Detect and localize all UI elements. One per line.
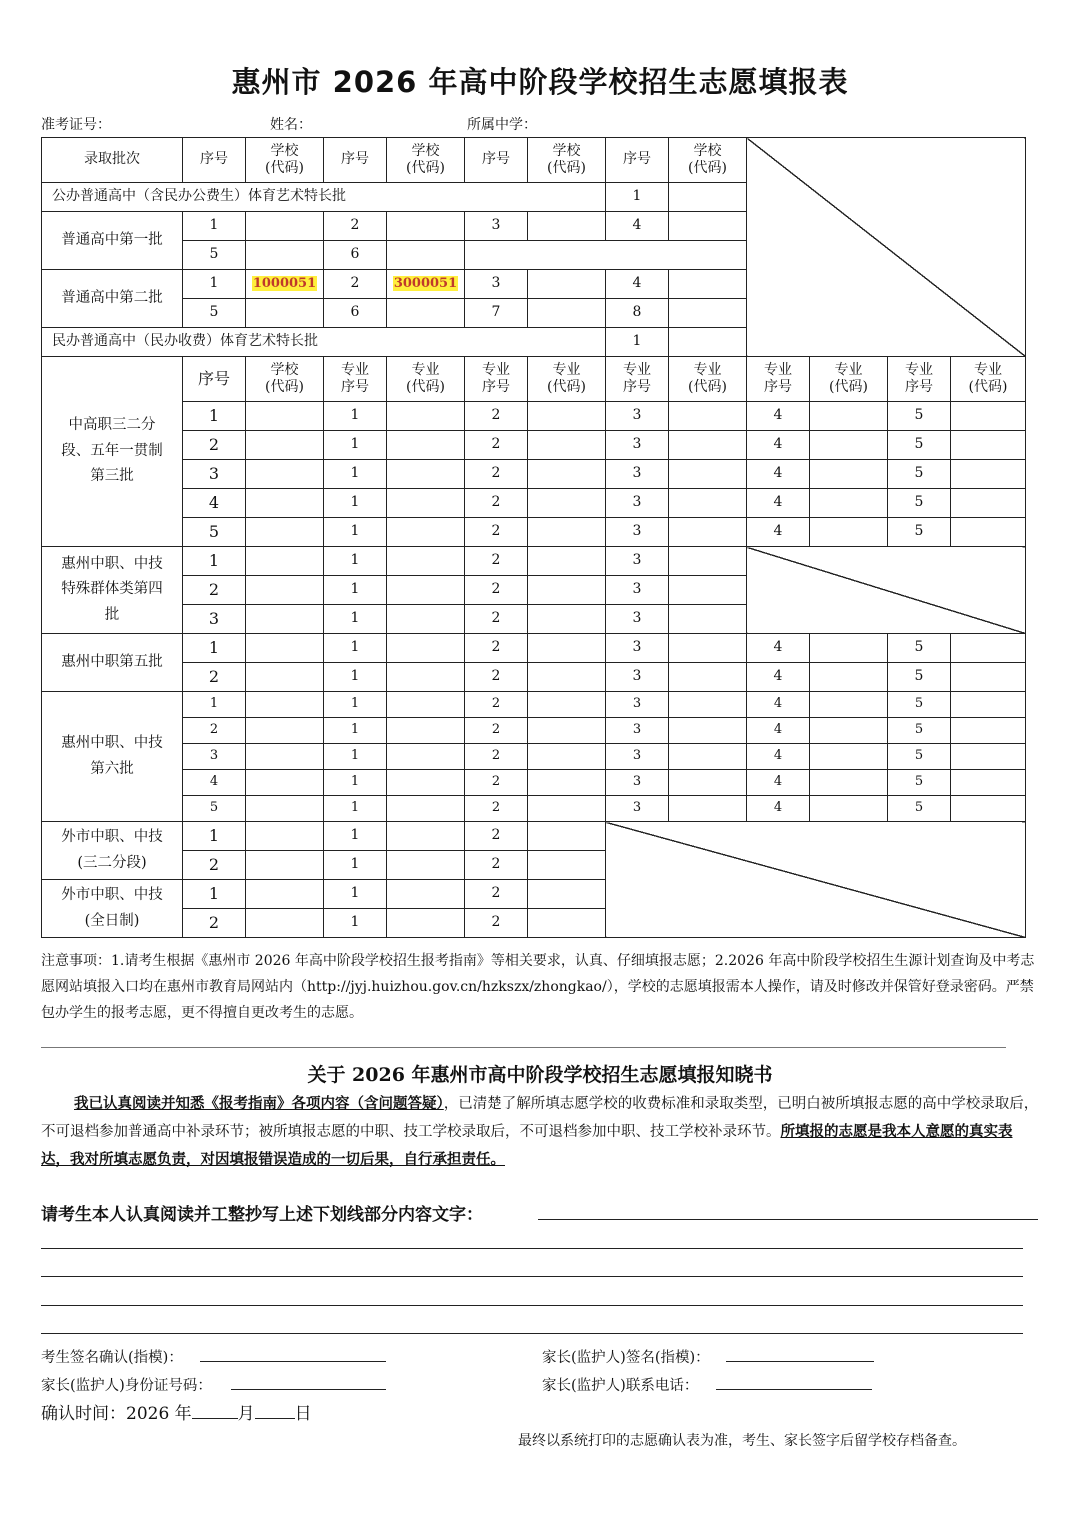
seq-cell: 2 bbox=[183, 431, 246, 460]
seq-cell: 1 bbox=[324, 605, 387, 634]
confirm-date bbox=[41, 1399, 312, 1424]
copy-line[interactable] bbox=[41, 1276, 1023, 1277]
blank-input-cell[interactable] bbox=[528, 851, 606, 880]
school-code-header: 学校 (代码) bbox=[246, 357, 324, 402]
blank-input-cell[interactable] bbox=[669, 744, 747, 770]
seq-cell: 1 bbox=[324, 744, 387, 770]
seq-cell: 1 bbox=[324, 547, 387, 576]
seq-cell: 1 bbox=[324, 796, 387, 822]
code-input[interactable] bbox=[669, 299, 747, 328]
blank-diagonal-cell bbox=[747, 138, 1026, 357]
seq-cell: 4 bbox=[747, 634, 810, 663]
seq-cell bbox=[246, 270, 324, 299]
blank-input-cell[interactable] bbox=[528, 460, 606, 489]
school-code-header: 学校 (代码) bbox=[528, 138, 606, 183]
blank-input-cell[interactable] bbox=[528, 692, 606, 718]
code-input[interactable] bbox=[669, 328, 747, 357]
seq-cell: 1 bbox=[324, 822, 387, 851]
seq-cell: 2 bbox=[465, 663, 528, 692]
blank-input-cell[interactable] bbox=[810, 744, 888, 770]
blank-input-cell[interactable] bbox=[951, 460, 1026, 489]
blank-input-cell[interactable] bbox=[246, 431, 324, 460]
seq-cell: 2 bbox=[183, 576, 246, 605]
batch-first: 普通高中第一批 bbox=[42, 212, 183, 270]
blank-input-cell[interactable] bbox=[246, 851, 324, 880]
seq-cell: 2 bbox=[465, 822, 528, 851]
blank-input-cell[interactable] bbox=[246, 880, 324, 909]
blank-input-cell[interactable] bbox=[669, 460, 747, 489]
blank-input-cell[interactable] bbox=[528, 605, 606, 634]
blank-input-cell[interactable] bbox=[246, 518, 324, 547]
batch-private-art: 民办普通高中（民办收费）体育艺术特长批 bbox=[42, 328, 606, 357]
seq-cell: 1 bbox=[324, 909, 387, 938]
blank-input-cell[interactable] bbox=[246, 547, 324, 576]
blank-input-cell[interactable] bbox=[528, 431, 606, 460]
seq-cell: 1 bbox=[324, 489, 387, 518]
student-signature-label: 考生签名确认(指模)： bbox=[41, 1350, 183, 1366]
blank-input-cell[interactable] bbox=[246, 744, 324, 770]
seq-cell: 3 bbox=[183, 744, 246, 770]
blank-input-cell[interactable] bbox=[528, 518, 606, 547]
seq-cell: 3 bbox=[606, 518, 669, 547]
seq-cell: 3 bbox=[606, 718, 669, 744]
seq-cell: 5 bbox=[888, 692, 951, 718]
blank-input-cell[interactable] bbox=[387, 431, 465, 460]
parent-id-line[interactable] bbox=[231, 1389, 386, 1390]
day-label: 日 bbox=[294, 1404, 312, 1424]
blank-input-cell[interactable] bbox=[387, 718, 465, 744]
seq-cell: 4 bbox=[183, 770, 246, 796]
blank-input-cell[interactable] bbox=[387, 489, 465, 518]
blank-input-cell[interactable] bbox=[810, 692, 888, 718]
blank-input-cell[interactable] bbox=[246, 796, 324, 822]
seq-cell: 2 bbox=[465, 576, 528, 605]
blank-input-cell[interactable] bbox=[951, 518, 1026, 547]
code-value-highlighted: 3000051 bbox=[393, 275, 458, 291]
seq-cell: 3 bbox=[606, 576, 669, 605]
seq-cell: 4 bbox=[747, 718, 810, 744]
seq-cell: 1 bbox=[183, 547, 246, 576]
seq-cell: 4 bbox=[747, 489, 810, 518]
seq-cell: 3 bbox=[183, 605, 246, 634]
seq-cell: 2 bbox=[465, 634, 528, 663]
blank-input-cell[interactable] bbox=[669, 605, 747, 634]
seq-cell: 5 bbox=[888, 518, 951, 547]
seq-cell: 2 bbox=[465, 718, 528, 744]
seq-cell: 2 bbox=[465, 692, 528, 718]
seq-cell: 1 bbox=[183, 270, 246, 299]
code-input[interactable] bbox=[528, 212, 606, 241]
seq-cell: 1 bbox=[606, 183, 669, 212]
seq-cell: 5 bbox=[888, 770, 951, 796]
school-code-header: 学校 (代码) bbox=[387, 138, 465, 183]
copy-line[interactable] bbox=[41, 1248, 1023, 1249]
parent-signature-line[interactable] bbox=[726, 1361, 874, 1362]
blank-input-cell[interactable] bbox=[528, 880, 606, 909]
seq-cell: 4 bbox=[747, 692, 810, 718]
seq-cell: 1 bbox=[324, 576, 387, 605]
seq-cell: 4 bbox=[606, 212, 669, 241]
major-code-header: 专业 (代码) bbox=[951, 357, 1026, 402]
school-code-header: 学校 (代码) bbox=[246, 138, 324, 183]
seq-cell: 2 bbox=[465, 605, 528, 634]
seq-cell: 5 bbox=[888, 663, 951, 692]
underlined-text: 所填报的志愿是我本人意愿的真实表达，我对所填志愿负责，对因填报错误造成的一切后果，自行承担责任。 bbox=[41, 1123, 1013, 1168]
batch-out-city-full: 外市中职、中技 (全日制) bbox=[42, 880, 183, 938]
copy-line[interactable] bbox=[538, 1219, 1038, 1220]
application-table bbox=[41, 137, 1026, 938]
seq-cell: 2 bbox=[465, 489, 528, 518]
copy-prompt: 请考生本人认真阅读并工整抄写上述下划线部分内容文字： bbox=[41, 1205, 483, 1225]
major-seq-header: 专业 序号 bbox=[747, 357, 810, 402]
seq-header: 序号 bbox=[606, 138, 669, 183]
seq-cell: 4 bbox=[747, 402, 810, 431]
blank-input-cell[interactable] bbox=[246, 576, 324, 605]
code-value-highlighted: 1000051 bbox=[252, 275, 317, 291]
seq-cell: 1 bbox=[324, 770, 387, 796]
code-input[interactable] bbox=[387, 299, 465, 328]
copy-line[interactable] bbox=[41, 1333, 1023, 1334]
code-input[interactable] bbox=[387, 241, 465, 270]
blank-input-cell[interactable] bbox=[810, 796, 888, 822]
seq-cell: 3 bbox=[606, 547, 669, 576]
underlined-text: 我已认真阅读并知悉《报考指南》各项内容（含问题答疑） bbox=[74, 1095, 444, 1112]
blank-input-cell[interactable] bbox=[387, 909, 465, 938]
major-code-header: 专业 (代码) bbox=[528, 357, 606, 402]
seq-cell: 1 bbox=[183, 212, 246, 241]
blank-input-cell[interactable] bbox=[951, 402, 1026, 431]
seq-cell: 2 bbox=[183, 851, 246, 880]
seq-cell: 4 bbox=[183, 489, 246, 518]
blank-input-cell[interactable] bbox=[951, 634, 1026, 663]
batch-header: 录取批次 bbox=[42, 138, 183, 183]
batch-second: 普通高中第二批 bbox=[42, 270, 183, 328]
blank-input-cell[interactable] bbox=[528, 822, 606, 851]
seq-cell: 2 bbox=[324, 212, 387, 241]
blank-input-cell[interactable] bbox=[528, 663, 606, 692]
blank-input-cell[interactable] bbox=[669, 576, 747, 605]
blank-diagonal-cell bbox=[606, 822, 1026, 938]
blank-input-cell[interactable] bbox=[246, 770, 324, 796]
seq-cell: 3 bbox=[606, 402, 669, 431]
seq-cell: 1 bbox=[324, 431, 387, 460]
seq-cell: 6 bbox=[324, 241, 387, 270]
blank-input-cell[interactable] bbox=[951, 744, 1026, 770]
blank-input-cell[interactable] bbox=[528, 744, 606, 770]
blank-input-cell[interactable] bbox=[387, 460, 465, 489]
seq-cell: 2 bbox=[465, 402, 528, 431]
date-prefix: 确认时间：2026 年 bbox=[41, 1404, 192, 1424]
blank-input-cell[interactable] bbox=[528, 796, 606, 822]
seq-cell: 3 bbox=[606, 605, 669, 634]
blank-input-cell[interactable] bbox=[951, 692, 1026, 718]
parent-signature-label: 家长(监护人)签名(指模)： bbox=[542, 1350, 710, 1366]
seq-header: 序号 bbox=[324, 138, 387, 183]
seq-cell: 1 bbox=[324, 880, 387, 909]
month-blank[interactable] bbox=[192, 1400, 238, 1419]
blank-input-cell[interactable] bbox=[387, 663, 465, 692]
blank-input-cell[interactable] bbox=[246, 822, 324, 851]
blank-input-cell[interactable] bbox=[669, 692, 747, 718]
major-seq-header: 专业 序号 bbox=[465, 357, 528, 402]
blank-input-cell[interactable] bbox=[951, 770, 1026, 796]
seq-cell: 1 bbox=[324, 518, 387, 547]
seq-cell: 2 bbox=[465, 431, 528, 460]
blank-input-cell[interactable] bbox=[669, 489, 747, 518]
footer-note: 最终以系统打印的志愿确认表为准，考生、家长签字后留学校存档备查。 bbox=[518, 1433, 966, 1449]
blank-input-cell[interactable] bbox=[387, 880, 465, 909]
blank-input-cell[interactable] bbox=[387, 547, 465, 576]
seq-cell: 3 bbox=[465, 270, 528, 299]
seq-cell: 5 bbox=[888, 718, 951, 744]
code-input[interactable] bbox=[528, 270, 606, 299]
batch-public-art: 公办普通高中（含民办公费生）体育艺术特长批 bbox=[42, 183, 606, 212]
seq-cell: 7 bbox=[465, 299, 528, 328]
blank-input-cell[interactable] bbox=[810, 518, 888, 547]
blank-input-cell[interactable] bbox=[387, 634, 465, 663]
seq-cell: 1 bbox=[324, 718, 387, 744]
blank-input-cell[interactable] bbox=[810, 402, 888, 431]
seq-cell: 4 bbox=[606, 270, 669, 299]
notice-paragraph bbox=[41, 1090, 1041, 1174]
seq-cell: 8 bbox=[606, 299, 669, 328]
blank-input-cell[interactable] bbox=[246, 718, 324, 744]
seq-cell: 4 bbox=[747, 518, 810, 547]
major-seq-header: 专业 序号 bbox=[324, 357, 387, 402]
blank-input-cell[interactable] bbox=[387, 692, 465, 718]
blank-input-cell[interactable] bbox=[387, 605, 465, 634]
seq-cell: 1 bbox=[324, 402, 387, 431]
code-input[interactable] bbox=[387, 212, 465, 241]
blank-input-cell[interactable] bbox=[387, 851, 465, 880]
major-code-header: 专业 (代码) bbox=[810, 357, 888, 402]
seq-cell: 5 bbox=[888, 402, 951, 431]
student-signature-line[interactable] bbox=[200, 1361, 386, 1362]
batch-sixth: 惠州中职、中技 第六批 bbox=[42, 692, 183, 822]
seq-cell: 4 bbox=[747, 770, 810, 796]
seq-cell: 3 bbox=[465, 212, 528, 241]
blank-input-cell[interactable] bbox=[951, 489, 1026, 518]
blank-input-cell[interactable] bbox=[669, 518, 747, 547]
blank-input-cell[interactable] bbox=[669, 634, 747, 663]
blank-input-cell[interactable] bbox=[810, 431, 888, 460]
seq-cell: 4 bbox=[747, 431, 810, 460]
blank-input-cell[interactable] bbox=[951, 663, 1026, 692]
seq-cell: 1 bbox=[183, 880, 246, 909]
blank-input-cell[interactable] bbox=[528, 489, 606, 518]
seq-cell: 5 bbox=[888, 744, 951, 770]
blank-input-cell[interactable] bbox=[246, 634, 324, 663]
seq-cell: 1 bbox=[324, 663, 387, 692]
divider bbox=[41, 1047, 1006, 1048]
exam-number-label: 准考证号： bbox=[41, 117, 111, 133]
seq-cell: 1 bbox=[606, 328, 669, 357]
seq-header: 序号 bbox=[465, 138, 528, 183]
blank-input-cell[interactable] bbox=[669, 796, 747, 822]
seq-header: 序号 bbox=[183, 138, 246, 183]
notice-title: 关于 2026 年惠州市高中阶段学校招生志愿填报知晓书 bbox=[307, 1064, 773, 1086]
parent-id-label: 家长(监护人)身份证号码： bbox=[41, 1378, 212, 1394]
blank-input-cell[interactable] bbox=[246, 402, 324, 431]
batch-out-city-32: 外市中职、中技 (三二分段) bbox=[42, 822, 183, 880]
blank-input-cell[interactable] bbox=[528, 770, 606, 796]
blank-input-cell[interactable] bbox=[669, 547, 747, 576]
batch-fifth: 惠州中职第五批 bbox=[42, 634, 183, 692]
blank-input-cell[interactable] bbox=[951, 718, 1026, 744]
blank-input-cell[interactable] bbox=[387, 576, 465, 605]
blank-input-cell[interactable] bbox=[810, 460, 888, 489]
seq-cell: 4 bbox=[747, 663, 810, 692]
blank-input-cell[interactable] bbox=[246, 909, 324, 938]
seq-cell: 4 bbox=[747, 744, 810, 770]
parent-phone-label: 家长(监护人)联系电话： bbox=[542, 1378, 699, 1394]
notice-text: ，已清楚了解所填志愿学校的收费标准和录取类型，已明白被所填报志愿的高中学校录取后，不可退档参加普通高中补录环节；被所填报志愿的中职、技工学校录取后，不可退档参加中职、技工学校补录环节。 bbox=[41, 1096, 1039, 1140]
blank-input-cell[interactable] bbox=[810, 718, 888, 744]
seq-cell: 2 bbox=[183, 718, 246, 744]
blank-input-cell[interactable] bbox=[387, 518, 465, 547]
blank-diagonal-cell bbox=[747, 547, 1026, 634]
code-input[interactable] bbox=[669, 183, 747, 212]
seq-cell: 4 bbox=[747, 460, 810, 489]
blank-input-cell[interactable] bbox=[810, 634, 888, 663]
seq-cell: 3 bbox=[606, 663, 669, 692]
seq-cell: 1 bbox=[324, 692, 387, 718]
seq-cell: 2 bbox=[465, 460, 528, 489]
blank-input-cell[interactable] bbox=[528, 909, 606, 938]
seq-cell: 5 bbox=[183, 241, 246, 270]
blank-input-cell[interactable] bbox=[528, 634, 606, 663]
seq-cell: 2 bbox=[465, 518, 528, 547]
seq-cell: 1 bbox=[324, 460, 387, 489]
seq-cell: 3 bbox=[606, 634, 669, 663]
seq-cell: 5 bbox=[888, 634, 951, 663]
blank-input-cell[interactable] bbox=[387, 402, 465, 431]
seq-cell: 1 bbox=[183, 402, 246, 431]
day-blank[interactable] bbox=[255, 1400, 295, 1419]
school-code-header: 学校 (代码) bbox=[669, 138, 747, 183]
blank-input-cell[interactable] bbox=[246, 692, 324, 718]
seq-cell bbox=[387, 270, 465, 299]
code-input[interactable] bbox=[669, 270, 747, 299]
major-seq-header: 专业 序号 bbox=[888, 357, 951, 402]
batch-third: 中高职三二分 段、五年一贯制 第三批 bbox=[42, 357, 183, 547]
seq-cell: 3 bbox=[606, 744, 669, 770]
seq-cell: 3 bbox=[606, 431, 669, 460]
blank-input-cell[interactable] bbox=[951, 431, 1026, 460]
seq-cell: 2 bbox=[183, 663, 246, 692]
seq-cell: 1 bbox=[324, 634, 387, 663]
seq-cell: 1 bbox=[183, 692, 246, 718]
seq-cell: 4 bbox=[747, 796, 810, 822]
blank-input-cell[interactable] bbox=[246, 489, 324, 518]
month-label: 月 bbox=[237, 1404, 255, 1424]
blank-input-cell[interactable] bbox=[528, 718, 606, 744]
blank-input-cell[interactable] bbox=[669, 431, 747, 460]
seq-cell: 1 bbox=[183, 822, 246, 851]
seq-cell: 3 bbox=[606, 692, 669, 718]
school-label: 所属中学： bbox=[467, 117, 537, 133]
code-input[interactable] bbox=[528, 299, 606, 328]
blank-input-cell[interactable] bbox=[951, 796, 1026, 822]
blank-input-cell[interactable] bbox=[669, 402, 747, 431]
batch-fourth: 惠州中职、中技 特殊群体类第四 批 bbox=[42, 547, 183, 634]
seq-cell: 5 bbox=[888, 796, 951, 822]
seq-cell: 2 bbox=[465, 851, 528, 880]
blank-input-cell[interactable] bbox=[810, 489, 888, 518]
major-code-header: 专业 (代码) bbox=[387, 357, 465, 402]
seq-cell: 2 bbox=[183, 909, 246, 938]
blank-input-cell[interactable] bbox=[387, 822, 465, 851]
blank-input-cell[interactable] bbox=[246, 605, 324, 634]
seq-cell: 1 bbox=[183, 634, 246, 663]
seq-cell: 5 bbox=[183, 299, 246, 328]
seq-cell: 3 bbox=[606, 796, 669, 822]
seq-cell: 5 bbox=[888, 431, 951, 460]
blank-input-cell[interactable] bbox=[465, 241, 747, 270]
blank-input-cell[interactable] bbox=[669, 718, 747, 744]
seq-cell: 6 bbox=[324, 299, 387, 328]
seq-cell: 2 bbox=[465, 770, 528, 796]
major-seq-header: 专业 序号 bbox=[606, 357, 669, 402]
copy-line[interactable] bbox=[41, 1305, 1023, 1306]
seq-cell: 1 bbox=[324, 851, 387, 880]
seq-cell: 2 bbox=[465, 744, 528, 770]
blank-input-cell[interactable] bbox=[387, 770, 465, 796]
seq-cell: 3 bbox=[183, 460, 246, 489]
seq-cell: 2 bbox=[465, 909, 528, 938]
seq-cell: 5 bbox=[888, 460, 951, 489]
seq-cell: 2 bbox=[465, 547, 528, 576]
code-input[interactable] bbox=[246, 241, 324, 270]
blank-input-cell[interactable] bbox=[528, 576, 606, 605]
parent-phone-line[interactable] bbox=[716, 1389, 872, 1390]
blank-input-cell[interactable] bbox=[669, 663, 747, 692]
name-label: 姓名： bbox=[270, 117, 312, 133]
seq-cell: 2 bbox=[465, 880, 528, 909]
seq-cell: 5 bbox=[183, 518, 246, 547]
blank-input-cell[interactable] bbox=[246, 663, 324, 692]
blank-input-cell[interactable] bbox=[387, 796, 465, 822]
blank-input-cell[interactable] bbox=[810, 663, 888, 692]
seq-cell: 5 bbox=[888, 489, 951, 518]
seq-header: 序号 bbox=[183, 357, 246, 402]
seq-cell: 2 bbox=[324, 270, 387, 299]
blank-input-cell[interactable] bbox=[246, 460, 324, 489]
major-code-header: 专业 (代码) bbox=[669, 357, 747, 402]
blank-input-cell[interactable] bbox=[810, 770, 888, 796]
blank-input-cell[interactable] bbox=[669, 770, 747, 796]
seq-cell: 3 bbox=[606, 770, 669, 796]
seq-cell: 3 bbox=[606, 489, 669, 518]
notes: 注意事项：1.请考生根据《惠州市 2026 年高中阶段学校招生报考指南》等相关要求，认真、仔细填报志愿；2.2026 年高中阶段学校招生生源计划查询及中考志愿网站填报入口均在惠州市教育局网站内（http://jyj.huizhou.gov.cn/hzkszx/zhongkao/），学校的志愿填报需本人操作，请及时修改并保管好登录密码。严禁包办学生的报考志愿，更不得擅自更改考生的志愿。 bbox=[41, 953, 1035, 1021]
seq-cell: 5 bbox=[183, 796, 246, 822]
code-input[interactable] bbox=[246, 299, 324, 328]
blank-input-cell[interactable] bbox=[528, 547, 606, 576]
seq-cell: 3 bbox=[606, 460, 669, 489]
code-input[interactable] bbox=[246, 212, 324, 241]
blank-input-cell[interactable] bbox=[387, 744, 465, 770]
blank-input-cell[interactable] bbox=[528, 402, 606, 431]
seq-cell: 2 bbox=[465, 796, 528, 822]
page-title: 惠州市 2026 年高中阶段学校招生志愿填报表 bbox=[231, 65, 849, 99]
code-input[interactable] bbox=[669, 212, 747, 241]
